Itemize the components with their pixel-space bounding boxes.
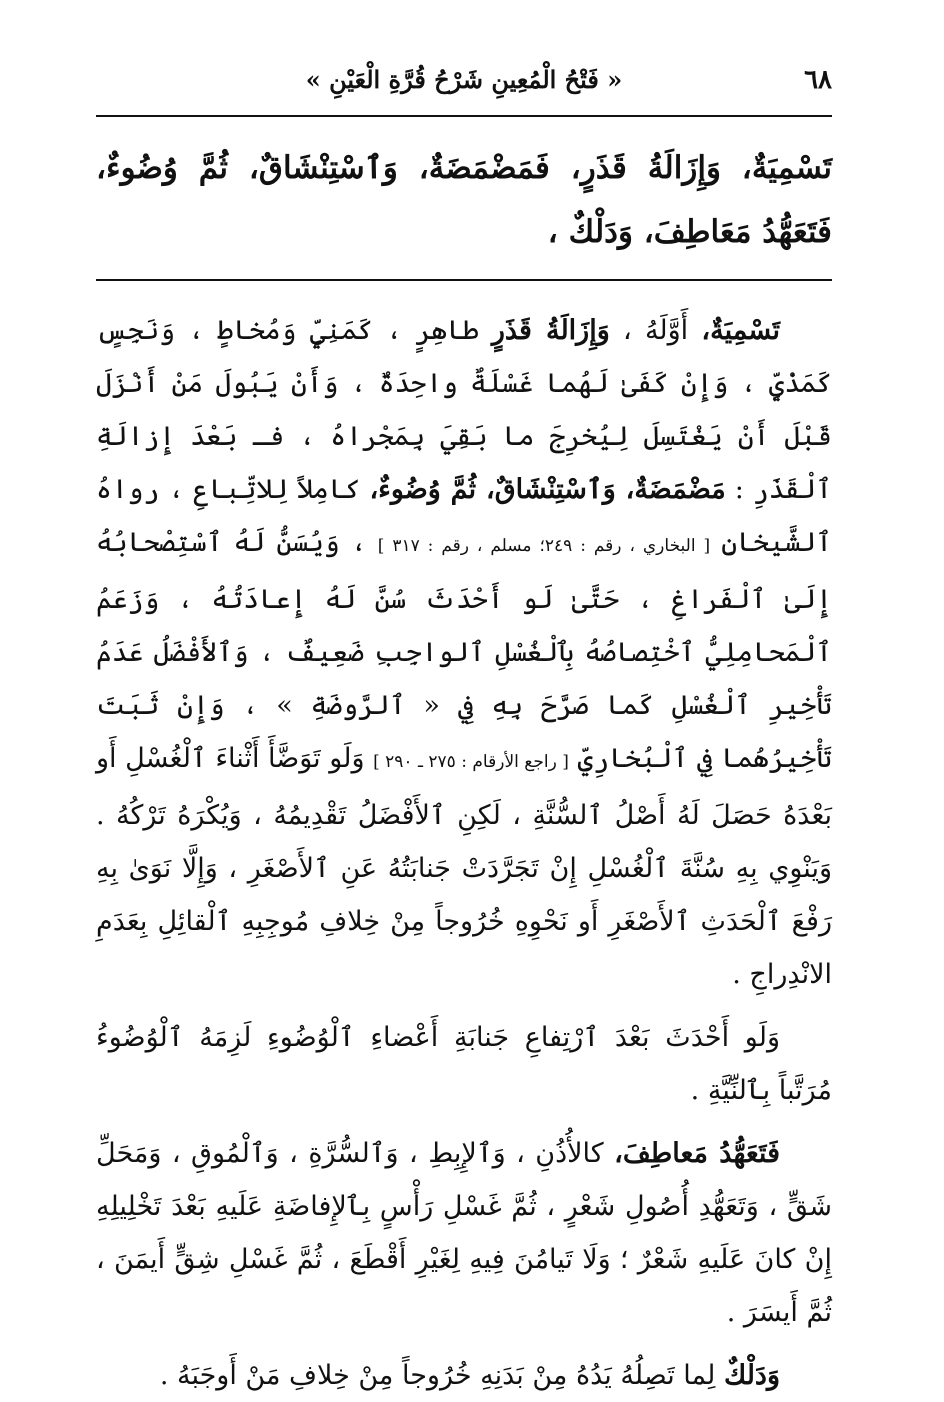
commentary-text: أَوَّلَهُ ، [609,315,702,346]
hadith-reference: [ البخاري ، رقم : ٢٤٩؛ مسلم ، رقم : ٣١٧ ] [377,536,711,556]
matn-quote: مَضْمَضَةٌ، وَٱسْتِنْشَاقٌ، ثُمَّ وُضُوءٌ، [369,474,726,505]
commentary-text: وَلَو تَوَضَّأَ أَثْناءَ ٱلْغُسْلِ أَو بَعْدَهُ حَصَلَ لَهُ أَصْلُ ٱلسُّنَّةِ ، لَكِنِ ٱلأَفْضَلُ تَقْدِيمُهُ ، وَيُكْرَهُ تَرْكُهُ . وَيَنْوِي بِهِ سُنَّةَ ٱلْغُسْلِ إِنْ تَجَرَّدَتْ جَنابَتُهُ عَنِ ٱلأَصْغَرِ ، وَإِلَّا نَوَىٰ بِهِ رَفْعَ ٱلْحَدَثِ ٱلأَصْغَرِ أَو نَحْوِهِ خُرُوجاً مِنْ خِلافِ مُوجِبِهِ ٱلْقائِلِ بِعَدَمِ الانْدِراجِ . [96,743,832,990]
matn-quote: تَسْمِيَةٌ، [701,315,780,346]
matn-divider [96,279,832,281]
hadith-reference: [ راجع الأرقام : ٢٧٥ ـ ٢٩٠ ] [373,752,569,772]
commentary-text: كامِلاً لِلاتِّباعِ ، رواهُ ٱلشَّيخانِ [96,474,832,558]
header-divider [96,115,832,117]
running-title: « فَتْحُ الْمُعِينِ شَرْحُ قُرَّةِ الْعَيْنِ » [305,65,623,94]
matn-text [96,136,832,264]
page-number: ٦٨ [804,65,832,95]
commentary-paragraph-4 [96,1349,832,1402]
commentary-text: لِما تَصِلُهُ يَدُهُ مِنْ بَدَنِهِ خُرُوجاً مِنْ خِلافِ مَنْ أَوجَبَهُ . [159,1360,724,1391]
page-header [96,60,832,104]
commentary-paragraph-3 [96,1127,832,1339]
commentary-text: ، وَيُسَنُّ لَهُ ٱسْتِصْحابُهُ إِلَىٰ ٱلْفَراغِ ، حَتَّىٰ لَو أَحْدَثَ سُنَّ لَهُ إِعادَتُهُ ، وَزَعَمُ ٱلْمَحامِلِيُّ ٱخْتِصاصُهُ بِٱلْغُسْلِ ٱلواجِبِ ضَعِيفٌ ، وَٱلأَفْضَلُ عَدَمُ تَأْخِيرِ ٱلْغُسْلِ كَما صَرَّحَ بِهِ فِي « ٱلرَّوضَةِ » ، وَإِنْ ثَبَتَ تَأْخِيرُهُما فِي ٱلْبُخارِيِّ [96,527,832,774]
commentary-text: كالأُذُنِ ، وَٱلإِبِطِ ، وَٱلسُّرَّةِ ، وَٱلْمُوقِ ، وَمَحَلِّ شَقٍّ ، وَتَعَهُّدِ أُصُولِ شَعْرٍ ، ثُمَّ غَسْلِ رَأْسٍ بِٱلإِفاضَةِ عَلَيهِ بَعْدَ تَخْلِيلِهِ إِنْ كانَ عَلَيهِ شَعْرٌ ؛ وَلَا تَيامُنَ فِيهِ لِغَيْرِ أَقْطَعَ ، ثُمَّ غَسْلِ شِقٍّ أَيمَنَ ، ثُمَّ أَيسَرَ . [96,1138,832,1328]
matn-quote: فَتَعَهُّدُ مَعاطِفَ، [614,1138,780,1169]
sharh-commentary [96,304,832,1402]
commentary-paragraph-2: وَلَو أَحْدَثَ بَعْدَ ٱرْتِفاعِ جَنابَةِ أَعْضاءِ ٱلْوُضُوءِ لَزِمَهُ ٱلْوُضُوءُ مُرَتَّباً بِٱلنِّيَّةِ . [96,1022,832,1106]
matn-quote: وَإِزَالَةُ قَذَرٍ [491,315,610,346]
matn-line: تَسْمِيَةٌ، وَإِزَالَةُ قَذَرٍ، فَمَضْمَضَةٌ، وَٱسْتِنْشَاقٌ، ثُمَّ وُضُوءٌ، فَتَعَهُّدُ مَعَاطِفَ، وَدَلْكٌ ، [96,150,832,250]
matn-quote: وَدَلْكٌ [723,1360,780,1391]
commentary-paragraph-1 [96,304,832,1001]
commentary-text: طاهِرٍ ، كَمَنِيٍّ وَمُخاطٍ ، وَنَجِسٍ كَمَذْيٍّ ، وَإِنْ كَفَىٰ لَهُما غَسْلَةٌ واحِدَةٌ ، وَأَنْ يَبُولَ مَنْ أَنْزَلَ قَبْلَ أَنْ يَغْتَسِلَ لِيُخرِجَ ما بَقِيَ بِمَجْراهُ ، فـ بَعْدَ إِزالَةِ ٱلْقَذَرِ : [96,315,832,505]
